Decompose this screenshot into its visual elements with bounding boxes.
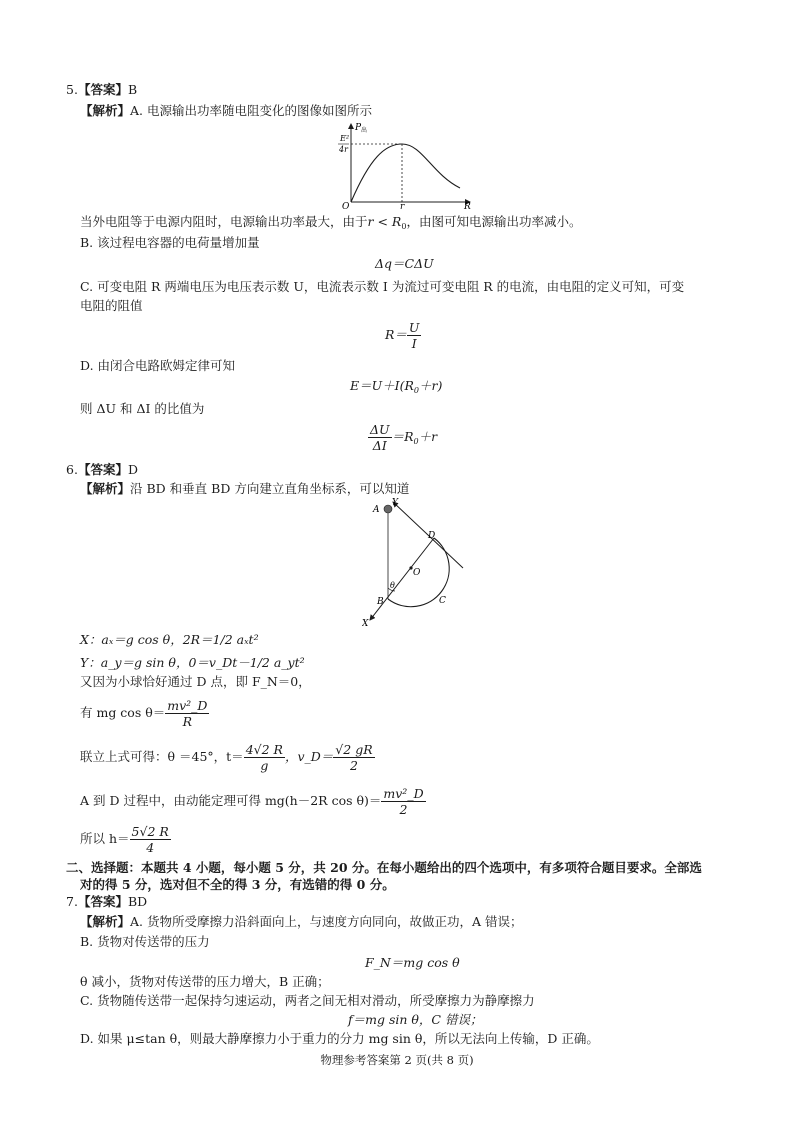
q7-header	[66, 894, 147, 910]
q5-c-text-1: C. 可变电阻 R 两端电压为电压表示数 U，电流表示数 I 为流过可变电阻 R 的电流，由电阻的定义可知，可变	[80, 279, 685, 294]
q5-d-text: D. 由闭合电路欧姆定律可知	[80, 358, 236, 373]
q7-analysis-tag: 【解析】	[80, 914, 131, 929]
q5-a-conclusion: 当外电阻等于电源内阻时，电源输出功率最大，由于$r < R_0$，由图可知电源输出功率减小。	[80, 214, 582, 231]
q7-b-conclusion: θ 减小，货物对传送带的压力增大，B 正确；	[80, 974, 330, 989]
q7-b-text: B. 货物对传送带的压力	[80, 934, 210, 949]
q5-c-formula: R＝ $\frac{U}{I}$	[385, 320, 420, 351]
q6-label-theta: θ	[390, 581, 395, 590]
q5-power-curve-graph	[330, 118, 478, 210]
q6-label-x: X	[362, 619, 369, 628]
q6-x-equation: X：aₓ＝g cos θ，2R＝1/2 aₓt²	[80, 632, 259, 647]
q5-d-ratio-formula: $\frac{\Delta U}{\Delta I}$ $=R_0+r$	[370, 422, 438, 453]
section2-heading-line2: 对的得 5 分，选对但不全的得 3 分，有选错的得 0 分。	[80, 877, 395, 892]
q5-d-formula: $E=U+I(R_0+r)$	[350, 378, 443, 395]
q6-intro: 【解析】沿 BD 和垂直 BD 方向建立直角坐标系，可以知道	[80, 481, 410, 496]
q5-graph-peak-den: 4r	[339, 145, 348, 154]
page-footer: 物理参考答案第 2 页(共 8 页)	[320, 1053, 474, 1067]
q6-analysis-tag: 【解析】	[80, 481, 131, 496]
q5-analysis-tag: 【解析】	[80, 103, 131, 118]
q6-h-result: 所以 h＝ $\frac{5√2 R}{4}$	[80, 824, 169, 855]
q6-number: 6.	[66, 462, 78, 477]
q6-solution: 联立上式可得：θ ＝45°，t＝ $\frac{4√2 R}{g}$ ，v_D＝ $\frac{√2 gR}{2}$	[80, 742, 373, 773]
q6-centripetal-eq: 有 mg cos θ＝ $\frac{\text{mv²\_D}}{R}$	[80, 698, 208, 729]
q5-graph-x-label: R	[464, 202, 471, 210]
q6-answer: D	[127, 462, 138, 477]
q7-c-text: C. 货物随传送带一起保持匀速运动，两者之间无相对滑动，所受摩擦力为静摩擦力	[80, 993, 535, 1008]
q5-b-text: B. 该过程电容器的电荷量增加量	[80, 235, 260, 250]
q6-answer-tag: 【答案】	[77, 462, 128, 477]
q6-label-c: C	[439, 596, 446, 606]
q5-graph-origin: O	[342, 202, 350, 210]
q7-number: 7.	[66, 894, 78, 909]
q5-answer-tag: 【答案】	[77, 82, 128, 97]
q7-b-formula: F_N＝mg cos θ	[365, 955, 460, 970]
q6-label-a: A	[373, 505, 380, 515]
q5-graph-y-sub: 出	[361, 127, 368, 134]
q5-header	[66, 82, 137, 98]
q5-c-text-2: 电阻的阻值	[80, 298, 143, 313]
q6-label-b: B	[377, 597, 384, 607]
q5-answer: B	[127, 82, 138, 97]
q5-graph-peak-num: E²	[340, 134, 350, 143]
q5-analysis-a-intro: 【解析】A. 电源输出功率随电阻变化的图像如图所示	[80, 103, 372, 118]
q7-a-text: 【解析】A. 货物所受摩擦力沿斜面向上，与速度方向同向，故做正功，A 错误；	[80, 914, 523, 929]
q6-ball	[384, 505, 392, 513]
q5-b-formula: Δq＝CΔU	[375, 256, 434, 271]
q5-number: 5.	[66, 82, 78, 97]
q6-label-d: D	[428, 531, 436, 541]
q6-normal-force: 又因为小球恰好通过 D 点，即 F_N＝0，	[80, 674, 311, 689]
q6-y-equation: Y：a_y＝g sin θ，0＝v_Dt－1/2 a_yt²	[80, 655, 305, 670]
q6-header	[66, 462, 138, 478]
q6-label-y: Y	[392, 498, 398, 508]
q7-answer-tag: 【答案】	[77, 894, 128, 909]
q6-label-o: O	[413, 568, 421, 578]
q5-graph-y-label: P	[355, 123, 362, 133]
q6-x-axis	[370, 538, 434, 620]
q7-d-text: D. 如果 μ≤tan θ，则最大静摩擦力小于重力的分力 mg sin θ，所以无法向上传输，D 正确。	[80, 1031, 599, 1046]
q7-c-formula: f＝mg sin θ，C 错误；	[348, 1012, 483, 1027]
q5-graph-x-tick: r	[400, 202, 405, 210]
q7-answer: BD	[127, 894, 148, 909]
q6-energy-equation: A 到 D 过程中，由动能定理可得 mg(h－2R cos θ)＝ $\frac{\text{mv²\_D}}{2}$	[80, 786, 424, 817]
q5-graph-curve	[351, 144, 460, 202]
q6-coordinate-diagram	[362, 496, 480, 628]
q5-d-ratio-text: 则 ΔU 和 ΔI 的比值为	[80, 401, 205, 416]
section2-heading-line1: 二、选择题：本题共 4 小题，每小题 5 分，共 20 分。在每小题给出的四个选项中，有多项符合题目要求。全部选	[66, 860, 702, 875]
